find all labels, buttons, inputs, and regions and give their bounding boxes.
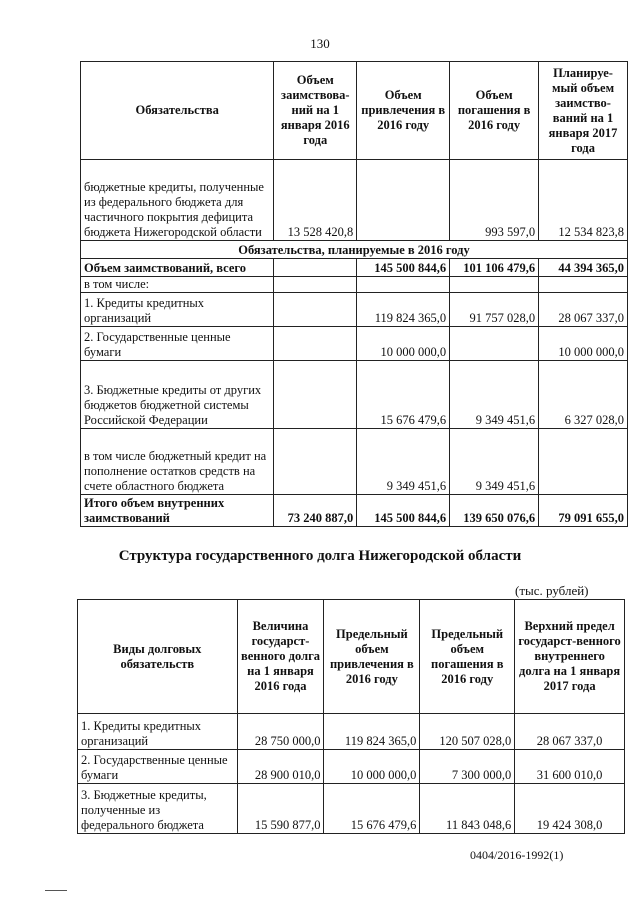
cell-value: [274, 327, 357, 361]
table-row: [78, 714, 625, 750]
cell-value: 101 106 479,6: [450, 259, 539, 277]
cell-value: 73 240 887,0: [274, 495, 357, 527]
page-mark: [45, 890, 67, 892]
header-planned: Планируе-мый объем заимство-ваний на 1 января 2017 года: [539, 62, 628, 160]
cell-value: 79 091 655,0: [539, 495, 628, 527]
cell-value: 145 500 844,6: [357, 259, 450, 277]
cell-value: 9 349 451,6: [357, 429, 450, 495]
header-obligations: Обязательства: [81, 62, 274, 160]
cell-value: 91 757 028,0: [450, 293, 539, 327]
cell-value: 120 507 028,0: [420, 714, 515, 750]
table-header-row: [78, 600, 625, 714]
row-label: 2. Государственные ценные бумаги: [81, 327, 274, 361]
cell-value: 11 843 048,6: [420, 784, 515, 834]
row-label: Объем заимствований, всего: [81, 259, 274, 277]
cell-value: 28 067 337,0: [539, 293, 628, 327]
row-label: в том числе бюджетный кредит на пополнение остатков средств на счете областного бюджета: [81, 429, 274, 495]
header-max-attraction: Предельный объем привлечения в 2016 году: [324, 600, 420, 714]
cell-value: 10 000 000,0: [324, 750, 420, 784]
cell-value: 31 600 010,0: [515, 750, 625, 784]
row-label: 1. Кредиты кредитных организаций: [81, 293, 274, 327]
table-row: [81, 429, 628, 495]
cell-value: 7 300 000,0: [420, 750, 515, 784]
cell-value: 9 349 451,6: [450, 361, 539, 429]
page-number: 130: [310, 36, 330, 51]
cell-value: 9 349 451,6: [450, 429, 539, 495]
cell-value: 119 824 365,0: [357, 293, 450, 327]
cell-value: 15 590 877,0: [237, 784, 324, 834]
cell-value: [274, 361, 357, 429]
table-row: [81, 293, 628, 327]
cell-value: 19 424 308,0: [515, 784, 625, 834]
cell-value: 28 067 337,0: [515, 714, 625, 750]
cell-value: 119 824 365,0: [324, 714, 420, 750]
units-label: (тыс. рублей): [515, 583, 589, 598]
obligations-table: [80, 61, 628, 527]
header-attraction: Объем привлечения в 2016 году: [357, 62, 450, 160]
cell-value: [357, 160, 450, 241]
cell-value: 15 676 479,6: [357, 361, 450, 429]
table-row: [81, 277, 628, 293]
header-debt-types: Виды долговых обязательств: [78, 600, 238, 714]
row-label: бюджетные кредиты, полученные из федерального бюджета для частичного покрытия дефицита бюджета Нижегородской области: [81, 160, 274, 241]
header-repayment: Объем погашения в 2016 году: [450, 62, 539, 160]
header-debt-start: Величина государст-венного долга на 1 января 2016 года: [237, 600, 324, 714]
header-upper-limit: Верхний предел государст-венного внутреннего долга на 1 января 2017 года: [515, 600, 625, 714]
cell-value: 28 750 000,0: [237, 714, 324, 750]
table-row-total: [81, 495, 628, 527]
row-label: 3. Бюджетные кредиты от других бюджетов бюджетной системы Российской Федерации: [81, 361, 274, 429]
cell-value: 993 597,0: [450, 160, 539, 241]
cell-value: 139 650 076,6: [450, 495, 539, 527]
cell-value: 6 327 028,0: [539, 361, 628, 429]
cell-value: 15 676 479,6: [324, 784, 420, 834]
cell-value: 28 900 010,0: [237, 750, 324, 784]
section-heading: Структура государственного долга Нижегородской области: [118, 548, 522, 564]
cell-value: [274, 429, 357, 495]
table-row: [78, 784, 625, 834]
table-row: [81, 259, 628, 277]
section-title-row: [81, 241, 628, 259]
section-title: Обязательства, планируемые в 2016 году: [81, 241, 628, 259]
cell-value: 12 534 823,8: [539, 160, 628, 241]
cell-value: [450, 327, 539, 361]
row-label: в том числе:: [81, 277, 274, 293]
row-label: 1. Кредиты кредитных организаций: [78, 714, 238, 750]
cell-value: 145 500 844,6: [357, 495, 450, 527]
cell-value: 10 000 000,0: [539, 327, 628, 361]
cell-value: 44 394 365,0: [539, 259, 628, 277]
cell-value: 13 528 420,8: [274, 160, 357, 241]
cell-value: [274, 293, 357, 327]
debt-structure-table: [77, 599, 625, 834]
row-label: Итого объем внутренних заимствований: [81, 495, 274, 527]
table-row: [81, 160, 628, 241]
table-header-row: [81, 62, 628, 160]
table-row: [78, 750, 625, 784]
row-label: 3. Бюджетные кредиты, полученные из федерального бюджета: [78, 784, 238, 834]
table-row: [81, 361, 628, 429]
row-label: 2. Государственные ценные бумаги: [78, 750, 238, 784]
document-code: 0404/2016-1992(1): [470, 848, 564, 862]
header-borrow-start: Объем заимствова-ний на 1 января 2016 года: [274, 62, 357, 160]
cell-value: 10 000 000,0: [357, 327, 450, 361]
header-max-repayment: Предельный объем погашения в 2016 году: [420, 600, 515, 714]
table-row: [81, 327, 628, 361]
cell-value: [274, 259, 357, 277]
cell-value: [539, 429, 628, 495]
